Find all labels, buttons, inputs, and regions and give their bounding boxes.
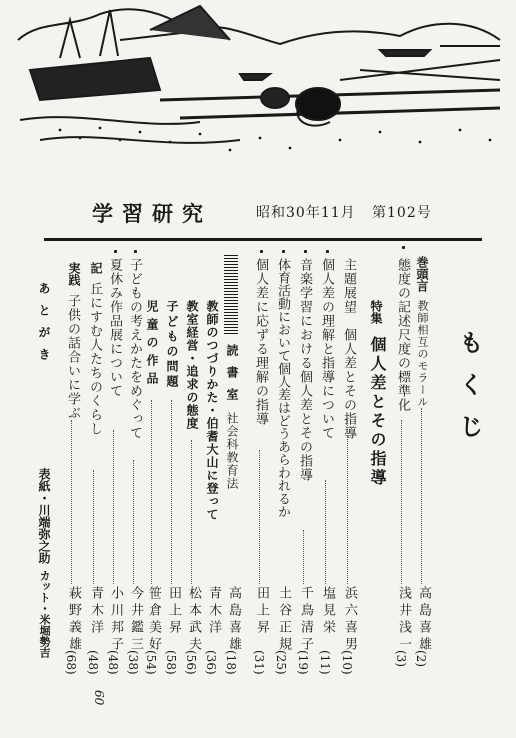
toc-title-6: 体育活動において個人差はどうあらわれるか [275,258,290,518]
bullet-mark [402,246,405,249]
toc-author-7: 田上昇 [254,586,269,637]
toc-author-6: 土谷正規 [276,586,291,654]
toc-title-5: 音楽学習における個人差とその指導 [297,258,312,482]
toc-author-10: 松本武夫 [186,586,201,654]
label-kantougen: 巻頭言 [415,256,429,292]
toc-page-4: (11) [318,650,332,675]
toc-author-13: 今井鑑三 [128,586,143,654]
toc-leader [259,450,260,584]
bullet-mark [326,250,329,253]
toc-title-14: 夏休み作品展について [107,258,122,398]
toc-page-10: (56) [184,650,198,675]
handwritten-mark: 60 [92,690,106,706]
label-tokushu: 特集 [369,300,383,324]
toc-author-8: 高島喜雄 [226,586,241,654]
toc-page-13: (38) [126,650,140,675]
toc-title-0: 教師相互のモラール [416,300,429,408]
toc-author-3: 浜六喜男 [342,586,357,654]
toc-title-11: 子どもの問題 [165,300,179,390]
toc-title-15: 丘にすむ人たちのくらし [87,282,102,436]
toc-leader [93,470,94,584]
toc-leader [113,430,114,584]
toc-title-4: 個人差の理解と指導について [319,258,334,440]
label-ki: 記 [89,262,103,274]
toc-leader [133,460,134,584]
bullet-mark [260,250,263,253]
label-jissen: 実践 [67,262,81,286]
toc-leader [171,400,172,584]
cover-credit: 表紙・川端弥之助 [37,468,51,564]
issue-number: 第102号 [372,205,432,221]
toc-title-1: 態度の記述尺度の標準化 [395,258,410,412]
toc-page-12: (54) [144,650,158,675]
toc-leader [421,408,422,584]
toc-leader [71,420,72,584]
toc-author-12: 笹倉美好 [146,586,161,654]
toc-page-11: (58) [164,650,178,675]
toc-page-5: (19) [296,650,310,675]
toc-author-16: 萩野義雄 [66,586,81,654]
afterword-label: あとがき [37,282,51,370]
section-divider-hatch [224,254,238,334]
toc-leader [347,420,348,584]
toc-page-16: (68) [64,650,78,675]
toc-page-6: (25) [274,650,288,675]
toc-leader [303,530,304,584]
toc-page-3: (10) [340,650,354,675]
toc-title-13: 子どもの考えかたをめぐって [127,258,142,440]
toc-author-5: 千鳥清子 [298,586,313,654]
bullet-mark [134,250,137,253]
toc-title-12: 児童の作品 [145,300,159,390]
toc-author-9: 青木洋 [206,586,221,637]
mokuji-heading: もくじ [455,330,483,456]
toc-page-1: (3) [394,650,408,667]
toc-title-16: 子供の話合いに学ぶ [65,294,80,420]
toc-title-10: 教室経営・追求の態度 [185,300,199,430]
issue-date: 昭和30年11月 [256,205,356,221]
cut-credit: カット・米堀勢吉 [38,570,51,658]
toc-leader [151,400,152,584]
toc-page-15: (48) [86,650,100,675]
bullet-mark [282,250,285,253]
toc-author-15: 青木洋 [88,586,103,637]
toc-author-0: 高島喜雄 [416,586,431,654]
toc-title-3: 主題展望 個人差とその指導 [341,258,356,440]
toc-page-8: (18) [224,650,238,675]
toc-leader [191,440,192,584]
bullet-mark [304,250,307,253]
magazine-title: 学習研究 [92,202,212,226]
toc-page-7: (31) [252,650,266,675]
bullet-mark [114,250,117,253]
toc-page-0: (2) [414,650,428,667]
toc-title-7: 個人差に応ずる理解の指導 [253,258,268,426]
label-dokushoshitsu: 読書室 [225,344,239,410]
toc-title-9: 教師のつづりかた・伯耆大山に登って [205,300,219,521]
toc-author-11: 田上昇 [166,586,181,637]
toc-author-4: 塩見栄 [320,586,335,637]
feature-title: 個人差とその指導 [368,336,387,488]
toc-leader [325,480,326,584]
toc-page-14: (48) [106,650,120,675]
toc-author-1: 浅井浅一 [396,586,411,654]
toc-title-8: 社会科教育法 [225,412,239,490]
toc-leader [401,420,402,584]
toc-author-14: 小川邦子 [108,586,123,654]
toc-page-9: (36) [204,650,218,675]
